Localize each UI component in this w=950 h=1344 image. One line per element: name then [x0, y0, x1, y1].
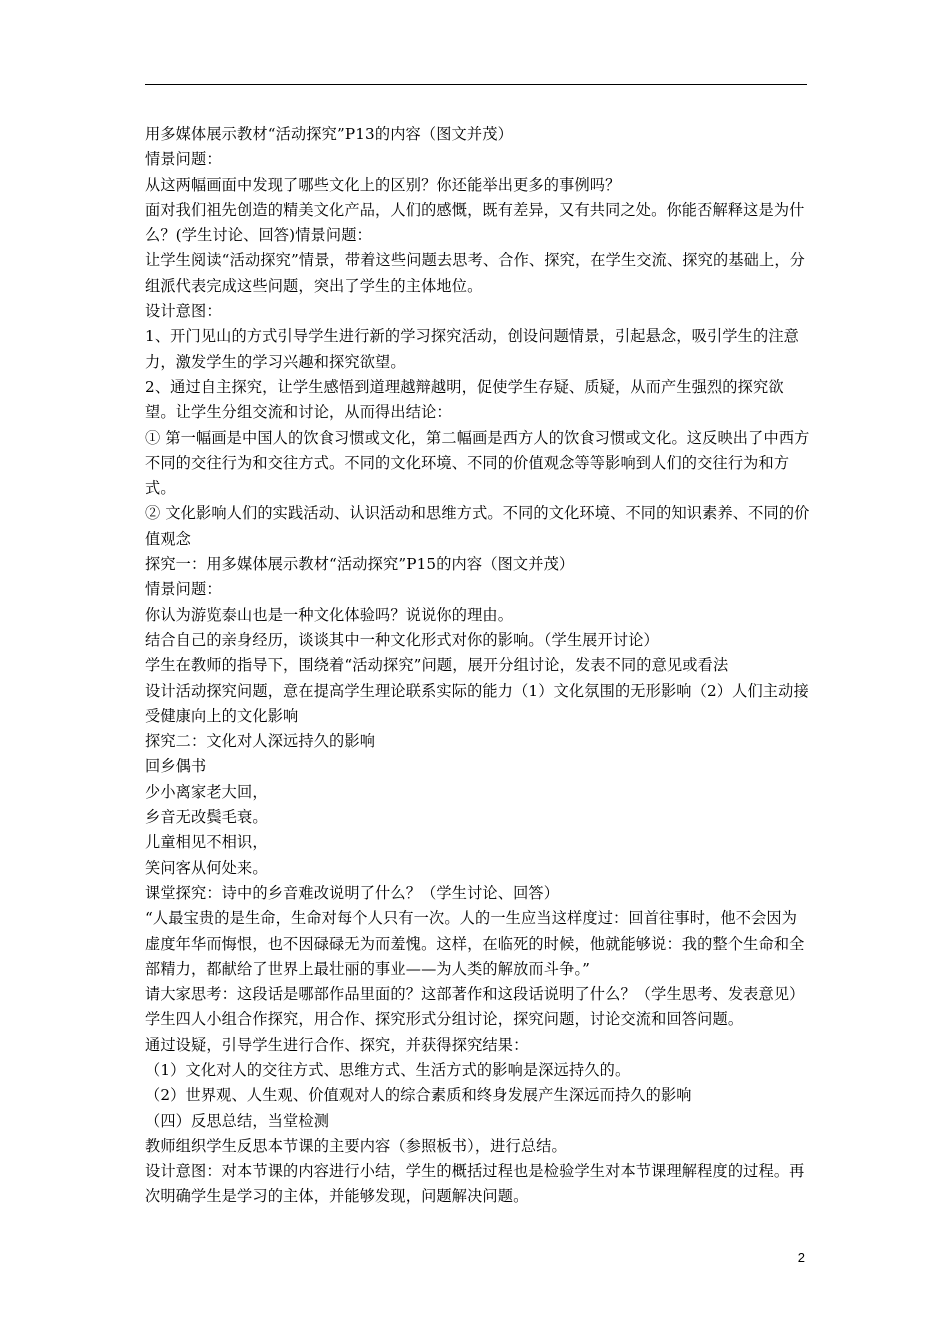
section-label: 设计意图： [145, 302, 222, 321]
paragraph: 2、通过自主探究，让学生感悟到道理越辩越明，促使学生存疑、质疑，从而产生强烈的探究欲望。让学生分组交流和讨论，从而得出结论： [145, 377, 784, 422]
section-heading: 探究一：用多媒体展示教材“活动探究”P15的内容（图文并茂） [145, 555, 575, 574]
paragraph: 情景问题： [145, 580, 222, 599]
paragraph: 1、开门见山的方式引导学生进行新的学习探究活动，创设问题情景，引起悬念，吸引学生的注意力，激发学生的学习兴趣和探究欲望。 [145, 327, 799, 371]
poem-title: 回乡偶书 [145, 757, 207, 776]
paragraph: ② 文化影响人们的实践活动、认识活动和思维方式。不同的文化环境、不同的知识素养、不同的价值观念 [145, 504, 810, 548]
list-item: （1）文化对人的交往方式、思维方式、生活方式的影响是深远持久的。 [145, 1060, 631, 1079]
paragraph: 请大家思考：这段话是哪部作品里面的？这部著作和这段话说明了什么？（学生思考、发表意见） [145, 985, 805, 1004]
paragraph: 教师组织学生反思本节课的主要内容（参照板书），进行总结。 [145, 1136, 567, 1155]
paragraph: 课堂探究：诗中的乡音难改说明了什么？（学生讨论、回答） [145, 883, 560, 902]
paragraph: 面对我们祖先创造的精美文化产品，人们的感慨，既有差异，又有共同之处。你能否解释这是为什么？(学生讨论、回答)情景问题： [145, 200, 805, 245]
paragraph: 情景问题： [145, 150, 222, 169]
paragraph: 通过设疑，引导学生进行合作、探究，并获得探究结果： [145, 1035, 529, 1054]
paragraph: 你认为游览泰山也是一种文化体验吗？说说你的理由。 [145, 605, 514, 624]
paragraph: 设计意图：对本节课的内容进行小结，学生的概括过程也是检验学生对本节课理解程度的过程。再次明确学生是学习的主体，并能够发现，问题解决问题。 [145, 1162, 805, 1206]
page-number: 2 [797, 1250, 805, 1265]
document-body [145, 122, 810, 1210]
paragraph: 学生在教师的指导下，围绕着“活动探究”问题，展开分组讨论，发表不同的意见或看法 [145, 656, 729, 675]
paragraph: 设计活动探究问题，意在提高学生理论联系实际的能力（1）文化氛围的无形影响（2）人们主动接受健康向上的文化影响 [145, 681, 809, 725]
paragraph: 从这两幅画面中发现了哪些文化上的区别？你还能举出更多的事例吗？ [145, 175, 621, 194]
poem-line: 儿童相见不相识， [145, 833, 268, 852]
section-heading: 探究二：文化对人深远持久的影响 [145, 732, 376, 751]
poem-line: 笑问客从何处来。 [145, 858, 268, 877]
quotation: “人最宝贵的是生命，生命对每个人只有一次。人的一生应当这样度过：回首往事时，他不会因为虚度年华而悔恨，也不因碌碌无为而羞愧。这样，在临死的时候，他就能够说：我的整个生命和全部精力，都献给了世界上最壮丽的事业——为人类的解放而斗争。” [145, 909, 805, 978]
paragraph: 学生四人小组合作探究，用合作、探究形式分组讨论，探究问题，讨论交流和回答问题。 [145, 1010, 744, 1029]
poem-line: 乡音无改鬓毛衰。 [145, 808, 268, 827]
list-item: （2）世界观、人生观、价值观对人的综合素质和终身发展产生深远而持久的影响 [145, 1086, 692, 1105]
paragraph: 结合自己的亲身经历，谈谈其中一种文化形式对你的影响。（学生展开讨论） [145, 630, 659, 649]
paragraph: 用多媒体展示教材“活动探究”P13的内容（图文并茂） [145, 125, 513, 143]
section-heading: （四）反思总结，当堂检测 [145, 1111, 330, 1130]
paragraph: 让学生阅读“活动探究”情景，带着这些问题去思考、合作、探究，在学生交流、探究的基础上，分组派代表完成这些问题，突出了学生的主体地位。 [145, 251, 806, 295]
header-rule [145, 84, 807, 85]
paragraph: ① 第一幅画是中国人的饮食习惯或文化，第二幅画是西方人的饮食习惯或文化。这反映出了中西方不同的交往行为和交往方式。不同的文化环境、不同的价值观念等等影响到人们的交往行为和方式。 [145, 428, 810, 498]
poem-line: 少小离家老大回， [145, 782, 268, 801]
